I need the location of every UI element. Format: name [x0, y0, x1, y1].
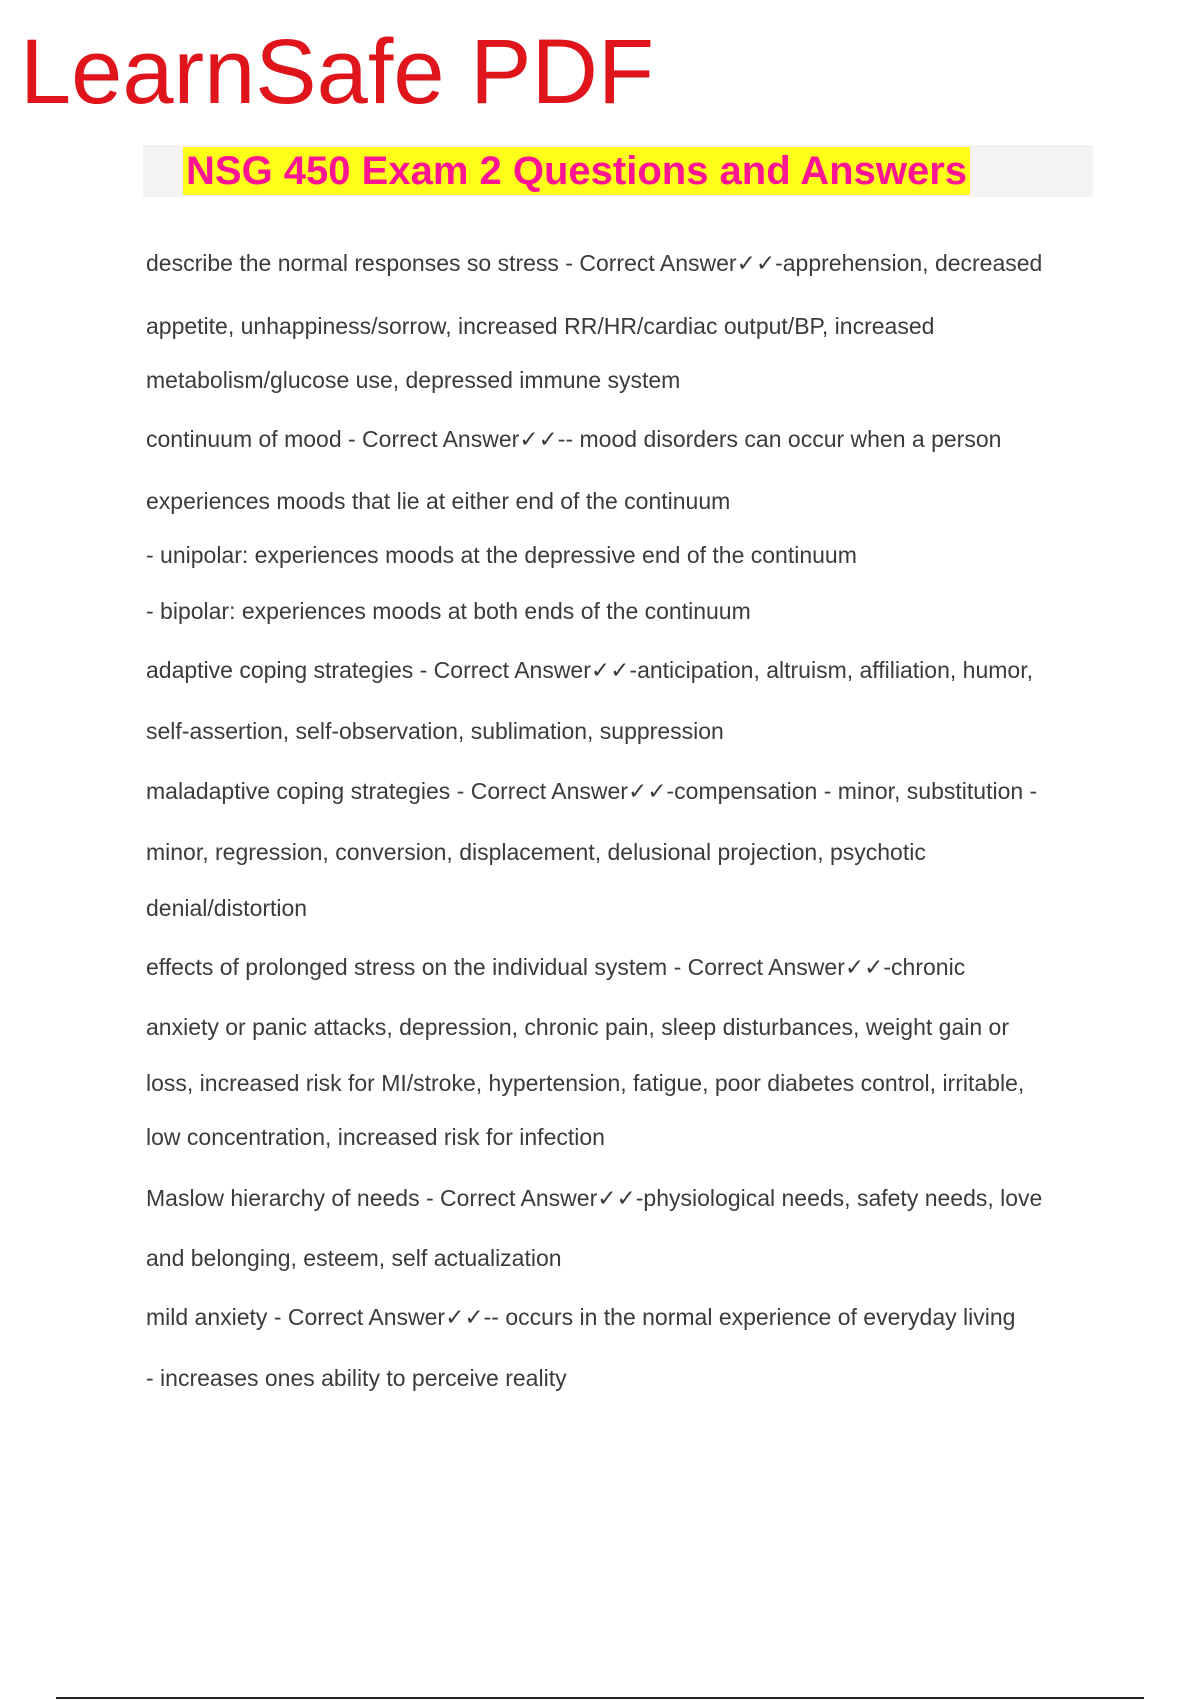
text-line: and belonging, esteem, self actualization — [146, 1245, 562, 1271]
text-line: - bipolar: experiences moods at both ends of the continuum — [146, 598, 751, 624]
page-title: NSG 450 Exam 2 Questions and Answers — [183, 147, 970, 195]
text-line: mild anxiety - Correct Answer✓✓-- occurs in the normal experience of everyday living — [146, 1304, 1016, 1330]
text-line: - increases ones ability to perceive reality — [146, 1365, 567, 1391]
learnsafe-watermark: LearnSafe PDF — [20, 21, 655, 123]
text-line: anxiety or panic attacks, depression, chronic pain, sleep disturbances, weight gain or — [146, 1014, 1009, 1040]
text-line: self-assertion, self-observation, sublimation, suppression — [146, 718, 724, 744]
text-line: loss, increased risk for MI/stroke, hypertension, fatigue, poor diabetes control, irritable, — [146, 1070, 1025, 1096]
text-line: minor, regression, conversion, displacement, delusional projection, psychotic — [146, 839, 926, 865]
text-line: experiences moods that lie at either end of the continuum — [146, 488, 731, 514]
text-line: appetite, unhappiness/sorrow, increased RR/HR/cardiac output/BP, increased — [146, 313, 935, 339]
text-line: adaptive coping strategies - Correct Answer✓✓-anticipation, altruism, affiliation, humor, — [146, 657, 1033, 683]
text-line: low concentration, increased risk for infection — [146, 1124, 605, 1150]
text-line: metabolism/glucose use, depressed immune system — [146, 367, 681, 393]
text-line: maladaptive coping strategies - Correct Answer✓✓-compensation - minor, substitution - — [146, 778, 1038, 804]
footer-rule — [56, 1697, 1144, 1699]
text-line: denial/distortion — [146, 895, 308, 921]
text-line: Maslow hierarchy of needs - Correct Answer✓✓-physiological needs, safety needs, love — [146, 1185, 1043, 1211]
text-line: describe the normal responses so stress - Correct Answer✓✓-apprehension, decreased — [146, 250, 1043, 276]
text-line: continuum of mood - Correct Answer✓✓-- mood disorders can occur when a person — [146, 426, 1002, 452]
text-line: effects of prolonged stress on the individual system - Correct Answer✓✓-chronic — [146, 954, 966, 980]
text-line: - unipolar: experiences moods at the depressive end of the continuum — [146, 542, 857, 568]
